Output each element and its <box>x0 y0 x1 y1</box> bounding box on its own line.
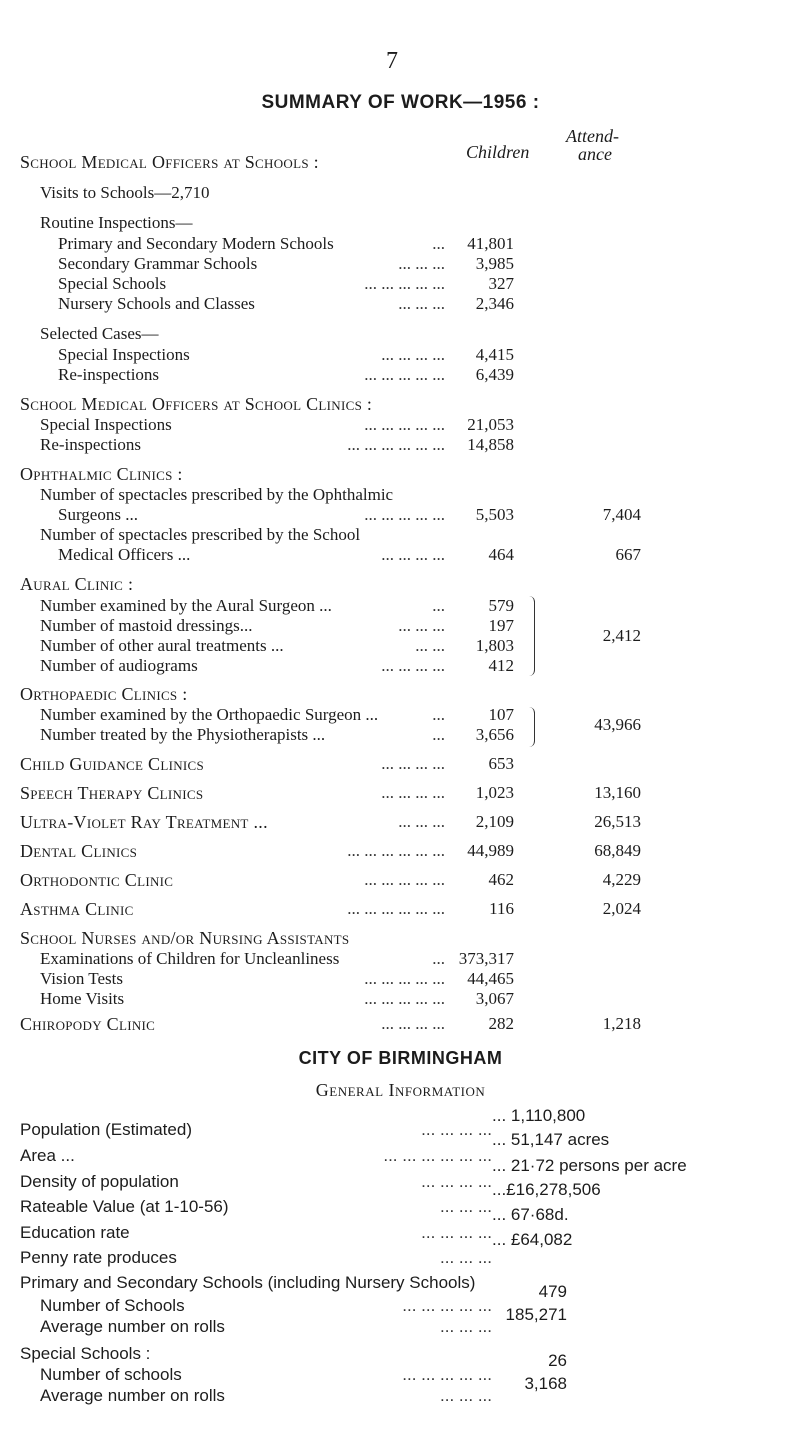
leader-dots: ... ... ... ... <box>381 656 445 675</box>
children-value: 116 <box>489 899 514 918</box>
city-title: CITY OF BIRMINGHAM <box>298 1048 503 1068</box>
general-info-value: 479 <box>538 1282 567 1301</box>
attendance-value: 68,849 <box>594 841 641 860</box>
summary-line-label: Number of mastoid dressings... <box>40 616 253 635</box>
general-info-value: 3,168 <box>524 1374 567 1393</box>
summary-line-label: Number examined by the Orthopaedic Surgeon ... <box>40 705 379 724</box>
summary-line-label: Home Visits <box>40 989 125 1008</box>
summary-line-label: Routine Inspections— <box>40 213 193 232</box>
leader-dots: ... ... ... <box>398 294 445 313</box>
summary-line-label: Primary and Secondary Modern Schools <box>58 234 334 253</box>
general-info-value: 185,271 <box>505 1305 567 1324</box>
attendance-value: 7,404 <box>602 505 641 524</box>
general-info-label: Average number on rolls <box>40 1317 225 1336</box>
summary-line-label: Chiropody Clinic <box>20 1014 156 1034</box>
children-value: 41,801 <box>467 234 514 253</box>
leader-dots: ... ... ... <box>398 812 445 831</box>
summary-line-label: Number of audiograms <box>40 656 198 675</box>
general-info-label: Penny rate produces <box>20 1248 177 1267</box>
general-info-label: Rateable Value (at 1-10-56) <box>20 1197 229 1216</box>
summary-line-label: Number examined by the Aural Surgeon ... <box>40 596 332 615</box>
attendance-value: 2,024 <box>602 899 641 918</box>
attendance-value: 4,229 <box>602 870 641 889</box>
leader-dots: ... <box>432 725 445 744</box>
leader-dots: ... ... ... ... <box>381 545 445 564</box>
summary-line-label: Selected Cases— <box>40 324 159 343</box>
leader-dots: ... ... ... <box>440 1248 492 1267</box>
summary-line-label: Re-inspections <box>40 435 142 454</box>
special-schools-heading: Special Schools : <box>20 1344 151 1363</box>
leader-dots: ... ... ... ... <box>381 1014 445 1033</box>
leader-dots: ... ... ... <box>440 1197 492 1216</box>
leader-dots: ... ... ... ... <box>381 345 445 364</box>
children-header: Children <box>466 142 530 162</box>
leader-dots: ... ... ... <box>398 254 445 273</box>
children-value: 3,985 <box>475 254 514 273</box>
leader-dots: ... ... ... ... ... ... <box>383 1146 492 1165</box>
summary-line-label: Examinations of Children for Uncleanliness <box>40 949 340 968</box>
children-value: 107 <box>488 705 514 724</box>
general-info-value: ... 51,147 acres <box>492 1130 610 1149</box>
summary-line-label: Number of other aural treatments ... <box>40 636 284 655</box>
leader-dots: ... ... <box>415 636 445 655</box>
general-info-label: Number of Schools <box>40 1296 185 1315</box>
general-info-label: Population (Estimated) <box>20 1120 192 1139</box>
summary-line-label: Vision Tests <box>40 969 123 988</box>
summary-line-label: Special Inspections <box>58 345 190 364</box>
children-value: 14,858 <box>467 435 514 454</box>
general-info-label: Average number on rolls <box>40 1386 225 1405</box>
summary-line-label: Number of spectacles prescribed by the Ophthalmic <box>40 485 394 504</box>
leader-dots: ... ... ... ... <box>421 1223 492 1242</box>
summary-line-label: Speech Therapy Clinics <box>20 783 204 803</box>
summary-line-label: Aural Clinic : <box>20 574 134 594</box>
orthopaedic-brace <box>526 707 535 747</box>
children-value: 44,989 <box>467 841 514 860</box>
summary-line-label: Secondary Grammar Schools <box>58 254 258 273</box>
leader-dots: ... ... ... ... ... <box>364 969 445 988</box>
summary-line-label: Orthodontic Clinic <box>20 870 174 890</box>
summary-line-label: Medical Officers ... <box>58 545 191 564</box>
summary-title: SUMMARY OF WORK—1956 : <box>261 92 540 113</box>
leader-dots: ... ... ... ... ... <box>364 365 445 384</box>
children-value: 3,067 <box>475 989 514 1008</box>
leader-dots: ... ... ... ... ... <box>364 415 445 434</box>
general-info-value: ... 1,110,800 <box>492 1106 586 1125</box>
leader-dots: ... ... ... ... ... ... <box>347 899 445 918</box>
page-number: 7 <box>386 48 398 74</box>
leader-dots: ... ... ... ... <box>421 1120 492 1139</box>
children-value: 373,317 <box>458 949 514 968</box>
children-value: 197 <box>488 616 514 635</box>
attendance-value: 1,218 <box>602 1014 641 1033</box>
leader-dots: ... ... ... ... ... ... <box>347 841 445 860</box>
children-value: 44,465 <box>467 969 514 988</box>
summary-line-label: School Nurses and/or Nursing Assistants <box>20 928 350 948</box>
leader-dots: ... ... ... <box>440 1386 492 1405</box>
summary-line-label: Re-inspections <box>58 365 160 384</box>
leader-dots: ... <box>432 234 445 253</box>
general-info-value: ... 21·72 persons per acre <box>492 1156 687 1175</box>
primary-secondary-heading: Primary and Secondary Schools (including Nursery Schools) <box>20 1273 476 1292</box>
leader-dots: ... ... ... ... <box>381 754 445 773</box>
summary-line-label: Ultra-Violet Ray Treatment ... <box>20 812 268 832</box>
leader-dots: ... <box>432 705 445 724</box>
children-value: 464 <box>488 545 514 564</box>
attendance-header-1: Attend- <box>566 126 619 146</box>
aural-brace <box>526 596 535 676</box>
summary-line-label: Dental Clinics <box>20 841 138 861</box>
children-value: 282 <box>488 1014 514 1033</box>
summary-line-label: Orthopaedic Clinics : <box>20 684 188 704</box>
children-value: 21,053 <box>467 415 514 434</box>
leader-dots: ... ... ... ... ... <box>402 1365 492 1384</box>
children-value: 579 <box>488 596 514 615</box>
summary-line-label: Child Guidance Clinics <box>20 754 205 774</box>
leader-dots: ... ... ... ... ... <box>364 505 445 524</box>
children-value: 6,439 <box>475 365 514 384</box>
leader-dots: ... <box>432 949 445 968</box>
leader-dots: ... ... ... <box>398 616 445 635</box>
summary-line-label: Visits to Schools—2,710 <box>40 183 210 202</box>
general-info-label: Education rate <box>20 1223 130 1242</box>
leader-dots: ... <box>432 596 445 615</box>
attendance-header-2: ance <box>578 144 612 164</box>
summary-line-label: School Medical Officers at School Clinics : <box>20 394 373 414</box>
leader-dots: ... ... ... ... ... <box>364 274 445 293</box>
summary-line-label: Ophthalmic Clinics : <box>20 464 183 484</box>
general-info-label: Number of schools <box>40 1365 182 1384</box>
children-value: 5,503 <box>475 505 514 524</box>
leader-dots: ... ... ... ... ... <box>402 1296 492 1315</box>
general-info-label: Density of population <box>20 1172 179 1191</box>
children-value: 3,656 <box>475 725 514 744</box>
attendance-value: 667 <box>615 545 641 564</box>
leader-dots: ... ... ... ... ... ... <box>347 435 445 454</box>
general-info-value: ... £64,082 <box>492 1230 573 1249</box>
summary-line-label: Special Schools <box>58 274 167 293</box>
summary-line-label: Surgeons ... <box>58 505 138 524</box>
summary-line-label: Number treated by the Physiotherapists ... <box>40 725 326 744</box>
leader-dots: ... ... ... <box>440 1317 492 1336</box>
attendance-value: 13,160 <box>594 783 641 802</box>
group-attendance-value: 43,966 <box>594 715 641 734</box>
leader-dots: ... ... ... ... <box>421 1172 492 1191</box>
attendance-value: 26,513 <box>594 812 641 831</box>
summary-line-label: Number of spectacles prescribed by the School <box>40 525 361 544</box>
general-info-value: ... 67·68d. <box>492 1205 569 1224</box>
children-value: 1,803 <box>475 636 514 655</box>
group-attendance-value: 2,412 <box>602 626 641 645</box>
children-value: 4,415 <box>475 345 514 364</box>
leader-dots: ... ... ... ... ... <box>364 870 445 889</box>
general-info-label: Area ... <box>20 1146 75 1165</box>
children-value: 2,109 <box>475 812 514 831</box>
children-value: 1,023 <box>475 783 514 802</box>
children-value: 2,346 <box>475 294 514 313</box>
summary-line-label: Special Inspections <box>40 415 172 434</box>
children-value: 327 <box>488 274 514 293</box>
children-value: 462 <box>488 870 514 889</box>
children-value: 412 <box>488 656 514 675</box>
summary-line-label: Asthma Clinic <box>20 899 134 919</box>
summary-line-label: School Medical Officers at Schools : <box>20 152 319 172</box>
children-value: 653 <box>488 754 514 773</box>
general-info-value: 26 <box>548 1351 567 1370</box>
leader-dots: ... ... ... ... <box>381 783 445 802</box>
general-info-subtitle: General Information <box>315 1080 486 1100</box>
summary-line-label: Nursery Schools and Classes <box>58 294 255 313</box>
leader-dots: ... ... ... ... ... <box>364 989 445 1008</box>
general-info-value: ...£16,278,506 <box>492 1180 601 1199</box>
